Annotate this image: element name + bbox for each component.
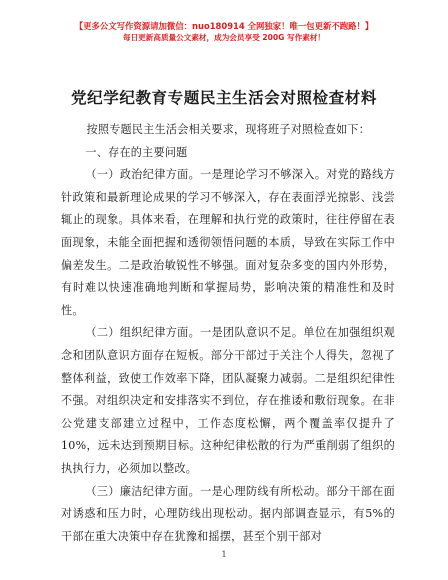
paragraph-political-discipline: （一）政治纪律方面。一是理论学习不够深入。对党的路线方针政策和最新理论成果的学习不够深入，存在表面浮光掠影、浅尝辄止的现象。具体来看，在理解和执行党的政策时，往往停留在表面现象，未能全面把握和透彻领悟问题的本质，导致在实际工作中偏差发生。二是政治敏锐性不够强。面对复杂多变的国内外形势，有时难以快速准确地判断和掌握局势，影响决策的精准性和及时性。 <box>61 168 395 317</box>
page-number: 1 <box>221 550 227 559</box>
promo-banner-line-2: 每日更新高质量公文素材，成为会员享受 200G 写作素材！ <box>122 33 326 42</box>
promo-banner <box>0 20 448 44</box>
document-body <box>61 119 395 548</box>
paragraph-organizational-discipline: （二）组织纪律方面。一是团队意识不足。单位在加强组织观念和团队意识方面存在短板。部分干部过于关注个人得失，忽视了整体利益，致使工作效率下降，团队凝聚力减弱。二是组织纪律性不强。对组织决定和安排落实不到位，存在推诿和敷衍现象。在非公党建支部建立过程中，工作态度松懈，两个覆盖率仅提升了10%，远未达到预期目标。这种纪律松散的行为严重削弱了组织的执执行力，必须加以整改。 <box>61 326 395 475</box>
section-heading: 一、存在的主要问题 <box>85 145 188 159</box>
intro-paragraph: 按照专题民主生活会相关要求，现将班子对照检查如下： <box>86 123 371 136</box>
paragraph-integrity-discipline: （三）廉洁纪律方面。一是心理防线有所松动。部分干部在面对诱惑和压力时，心理防线出现松动。据内部调查显示，有5%的干部在重大决策中存在犹豫和摇摆，甚至个别干部对 <box>61 484 395 543</box>
document-title: 党纪学纪教育专题民主生活会对照检查材料 <box>71 88 377 107</box>
promo-banner-line-1: 【更多公文写作资源请加微信：nuo180914 全网独家！唯一包更新不跑路！】 <box>74 21 374 31</box>
